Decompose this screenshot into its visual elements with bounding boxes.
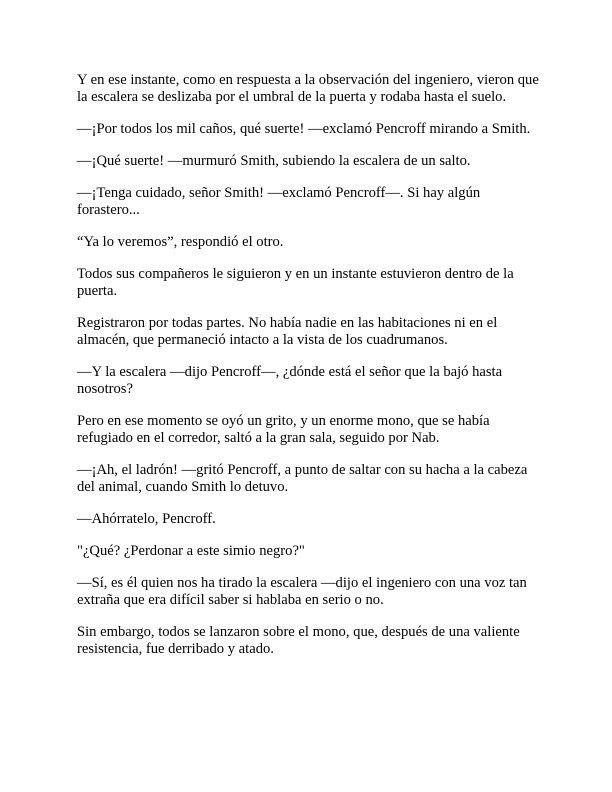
paragraph: —Sí, es él quien nos ha tirado la escalera —dijo el ingeniero con una voz tan extraña que era difícil saber si hablaba en serio o no. [77,575,527,608]
paragraph: “Ya lo veremos”, respondió el otro. [77,234,284,250]
paragraph: "¿Qué? ¿Perdonar a este simio negro?" [77,543,305,559]
paragraph: Pero en ese momento se oyó un grito, y un enorme mono, que se había refugiado en el corredor, saltó a la gran sala, seguido por Nab. [77,413,490,446]
paragraph: —¡Tenga cuidado, señor Smith! —exclamó Pencroff—. Si hay algún forastero... [77,185,481,218]
paragraph: —¡Por todos los mil caños, qué suerte! —exclamó Pencroff mirando a Smith. [77,121,531,137]
paragraph: —¡Ah, el ladrón! —gritó Pencroff, a punto de saltar con su hacha a la cabeza del animal, cuando Smith lo detuvo. [77,462,528,495]
paragraph: Registraron por todas partes. No había nadie en las habitaciones ni en el almacén, que permaneció intacto a la vista de los cuadrumanos. [77,315,498,348]
paragraph: —¡Qué suerte! —murmuró Smith, subiendo la escalera de un salto. [77,153,471,169]
paragraph: Sin embargo, todos se lanzaron sobre el mono, que, después de una valiente resistencia, fue derribado y atado. [77,624,520,657]
paragraph: —Ahórratelo, Pencroff. [77,511,216,527]
paragraph: Todos sus compañeros le siguieron y en un instante estuvieron dentro de la puerta. [77,266,514,299]
paragraph: —Y la escalera —dijo Pencroff—, ¿dónde está el señor que la bajó hasta nosotros? [77,364,503,397]
paragraph: Y en ese instante, como en respuesta a la observación del ingeniero, vieron que la escalera se deslizaba por el umbral de la puerta y rodaba hasta el suelo. [77,72,539,105]
